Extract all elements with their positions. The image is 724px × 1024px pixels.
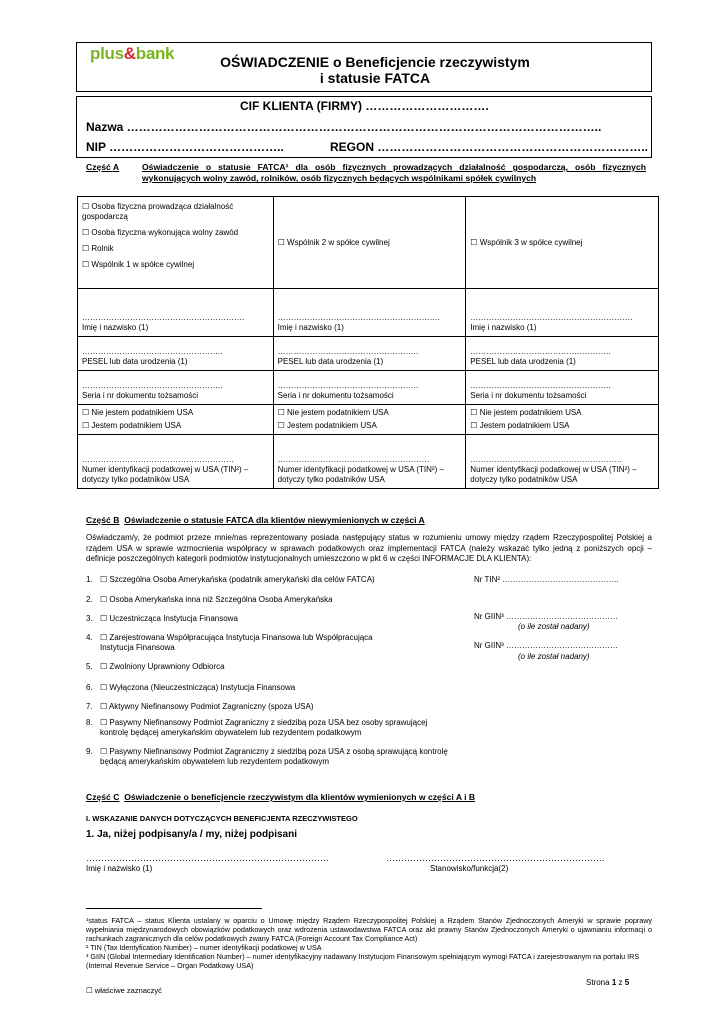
us-status-cell-3 [466, 405, 659, 435]
id-doc-cell-2[interactable]: …………………………………………….. Seria i nr dokumentu tożsamości [273, 371, 466, 405]
regon-field[interactable]: REGON ………………………………………………………….. [330, 140, 649, 154]
is-us-checkbox[interactable]: ☐ Jestem podatnikiem USA [470, 421, 570, 430]
part-a-table [77, 196, 659, 489]
name-cell-3[interactable]: ……………………………………………………. Imię i nazwisko (1) [466, 289, 659, 337]
pesel-cell-3[interactable]: …………………………………………….. PESEL lub data urodzenia (1) [466, 337, 659, 371]
not-us-checkbox[interactable]: ☐ Nie jestem podatnikiem USA [470, 408, 582, 417]
us-status-cell-1 [78, 405, 274, 435]
tin-cell-3[interactable]: ………………………………………………… Numer identyfikacji podatkowej w USA (TIN²) – dotyczy tylko podatników USA [466, 435, 659, 489]
beneficiary-section-heading: I. WSKAZANIE DANYCH DOTYCZĄCYCH BENEFICJENTA RZECZYWISTEGO [86, 814, 358, 823]
giin-number-field-2[interactable]: Nr GIIN³ …………………………………… [474, 641, 618, 650]
footnote-1: ¹status FATCA – status Klienta ustalany w oparciu o Umowę między Rządem Rzeczypospolitej Polskiej a Rządem Stanów Zjednoczonych Ameryki w sprawie poprawy wypełniania międzynarodowych obowiązków podatkowych oraz wdrożenia ustawodawstwa FATCA oraz akt prawny Stanów Zjednoczonych Ameryki o ujawnianiu informacji o rachunkach zagranicznych dla celów podatkowych zwany FATCA (Foreign Account Tax Compliance Act) [86, 916, 652, 943]
not-us-checkbox[interactable]: ☐ Nie jestem podatnikiem USA [82, 408, 194, 417]
document-title: OŚWIADCZENIE o Beneficjencie rzeczywistym i statusie FATCA [220, 54, 530, 86]
status-option-7[interactable]: 7. ☐ Aktywny Niefinansowy Podmiot Zagraniczny (spoza USA) [86, 702, 314, 711]
nip-field[interactable]: NIP …………………………………….. [86, 140, 284, 154]
signatory-position-field[interactable]: ………………………………………………………………. [386, 853, 605, 863]
is-us-checkbox[interactable]: ☐ Jestem podatnikiem USA [82, 421, 182, 430]
signatory-name-field[interactable]: ……………………………………………………………………… [86, 853, 329, 863]
signatory-position-label: Stanowisko/funkcja(2) [430, 864, 509, 873]
option-partner-3[interactable]: ☐ Wspólnik 3 w spółce cywilnej [466, 197, 659, 289]
giin-note-2: (o ile został nadany) [518, 652, 590, 661]
footnote-2: ² TIN (Tax Identyfication Number) – numer identyfikacji podatkowej w USA [86, 943, 322, 952]
option-business[interactable]: ☐ Osoba fizyczna prowadząca działalność gospodarczą [82, 202, 234, 221]
footnote-divider [86, 908, 262, 909]
status-option-8[interactable]: 8. ☐ Pasywny Niefinansowy Podmiot Zagraniczny z siedzibą poza USA bez osoby sprawującej kontrolę będącej amerykańskim obywatelem lub rezydentem podatkowym [86, 718, 428, 737]
giin-number-field-1[interactable]: Nr GIIN³ …………………………………… [474, 612, 618, 621]
page-number: Strona 1 z 5 [586, 978, 630, 987]
footnotes [86, 916, 652, 970]
pesel-cell-1[interactable]: …………………………………………….. PESEL lub data urodzenia (1) [78, 337, 274, 371]
not-us-checkbox[interactable]: ☐ Nie jestem podatnikiem USA [277, 408, 389, 417]
status-option-6[interactable]: 6. ☐ Wyłączona (Nieuczestnicząca) Instytucja Finansowa [86, 683, 296, 692]
part-a-heading: Część A Oświadczenie o statusie FATCA¹ dla osób fizycznych prowadzących działalność gospodarczą, osób fizycznych wykonujących wolny zawód, rolników, osób fizycznych będących wspólnikami spółek cywilnych [86, 162, 646, 183]
status-option-2[interactable]: 2. ☐ Osoba Amerykańska inna niż Szczególna Osoba Amerykańska [86, 595, 333, 604]
tin-cell-2[interactable]: ………………………………………………… Numer identyfikacji podatkowej w USA (TIN²) – dotyczy tylko podatników USA [273, 435, 466, 489]
option-free-profession[interactable]: ☐ Osoba fizyczna wykonująca wolny zawód [82, 228, 239, 237]
status-option-4[interactable]: 4. ☐ Zarejestrowana Współpracująca Instytucja Finansowa lub Współpracująca Instytucja Finansowa [86, 633, 373, 652]
pesel-cell-2[interactable]: …………………………………………….. PESEL lub data urodzenia (1) [273, 337, 466, 371]
cif-field[interactable]: CIF KLIENTA (FIRMY) …………………………. [240, 99, 489, 113]
bank-logo: plus&bank [90, 44, 175, 63]
us-status-cell-2 [273, 405, 466, 435]
id-doc-cell-3[interactable]: …………………………………………….. Seria i nr dokumentu tożsamości [466, 371, 659, 405]
name-cell-2[interactable]: ……………………………………………………. Imię i nazwisko (1) [273, 289, 466, 337]
part-c-heading: Część C Oświadczenie o beneficjencie rzeczywistym dla klientów wymienionych w części A i B [86, 792, 476, 802]
status-option-1[interactable]: 1. ☐ Szczególna Osoba Amerykańska (podatnik amerykański dla celów FATCA) [86, 575, 375, 584]
footnote-3: ³ GIIN (Global Intermediary Identification Number) – numer identyfikacyjny nadawany Instytucjom Finansowym spełniającym wymogi FATCA i zarejestrowanym na portalu IRS (Internal Revenue Service – Organ Podatkowy USA) [86, 952, 640, 970]
status-option-9[interactable]: 9. ☐ Pasywny Niefinansowy Podmiot Zagraniczny z siedzibą poza USA z osobą sprawującą kontrolę będącą amerykańskim obywatelem lub rezydentem podatkowym [86, 747, 448, 766]
option-partner-2[interactable]: ☐ Wspólnik 2 w spółce cywilnej [273, 197, 466, 289]
part-b-intro: Oświadczam/y, że podmiot przeze mnie/nas reprezentowany posiada następujący status w rozumieniu umowy między rządem Rzeczypospolitej Polskiej a rządem USA w sprawie wzmocnienia współpracy w sprawach podatkowych oraz implementacji FATCA (należy wskazać tylko jedną z poniższych opcji – definicje poszczególnych kategorii podmiotów instytucjonalnych umieszczono w pkt 6 w części INFORMACJE DLA KLIENTA): [86, 533, 652, 563]
checkbox-legend: ☐ właściwe zaznaczyć [86, 986, 162, 995]
part-b-heading: Część B Oświadczenie o statusie FATCA dla klientów niewymienionych w części A [86, 515, 425, 525]
status-option-5[interactable]: 5. ☐ Zwolniony Uprawniony Odbiorca [86, 662, 225, 671]
is-us-checkbox[interactable]: ☐ Jestem podatnikiem USA [277, 421, 377, 430]
giin-note-1: (o ile został nadany) [518, 622, 590, 631]
name-field[interactable]: Nazwa ……………………………………………………………………………………………………….. [86, 120, 602, 134]
status-option-3[interactable]: 3. ☐ Uczestnicząca Instytucja Finansowa [86, 614, 238, 623]
id-doc-cell-1[interactable]: …………………………………………….. Seria i nr dokumentu tożsamości [78, 371, 274, 405]
type-options-cell [78, 197, 274, 289]
tin-cell-1[interactable]: ………………………………………………… Numer identyfikacji podatkowej w USA (TIN²) – dotyczy tylko podatników USA [78, 435, 274, 489]
tin-number-field[interactable]: Nr TIN² …………………………………….. [474, 575, 619, 584]
name-cell-1[interactable]: ……………………………………………………. Imię i nazwisko (1) [78, 289, 274, 337]
signatory-statement: 1. Ja, niżej podpisany/a / my, niżej podpisani [86, 829, 297, 840]
signatory-name-label: Imię i nazwisko (1) [86, 864, 153, 873]
option-partner-1[interactable]: ☐ Wspólnik 1 w spółce cywilnej [82, 260, 195, 269]
option-farmer[interactable]: ☐ Rolnik [82, 244, 114, 253]
